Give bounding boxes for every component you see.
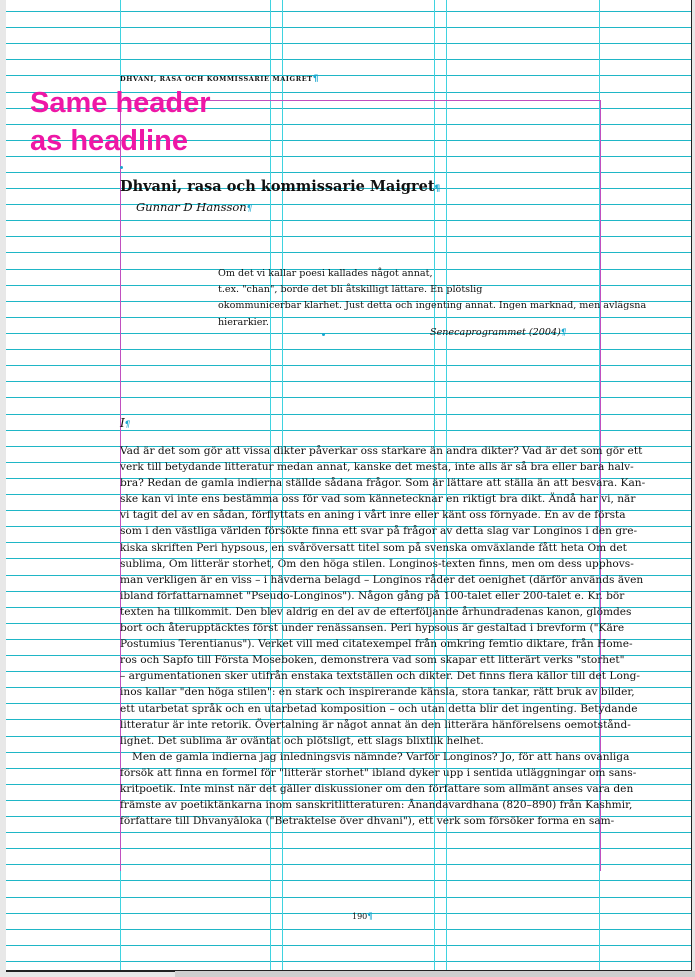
body-line: ibland författarnamnet "Pseudo-Longinos"). Någon gång på 100-talet eller 200-talet e. Kr. bör bbox=[120, 589, 625, 602]
body-line: vi tagit del av en sådan, förflyttats en aning i vårt inre eller känt oss förnyade. En av de första bbox=[120, 509, 626, 522]
body-line: som i den västliga världen försökte finna ett svar på frågor av detta slag var Longinos i den gre- bbox=[120, 525, 638, 538]
baseline-guide bbox=[6, 913, 691, 914]
baseline-guide bbox=[6, 11, 691, 12]
anchor-marker-icon bbox=[322, 333, 325, 336]
epigraph-line: t.ex. "chan", borde det bli åtskilligt lättare. En plötslig bbox=[218, 284, 483, 296]
body-line: lighet. Det sublima är oväntat och plötsligt, ett slags blixtlik helhet. bbox=[120, 734, 484, 747]
body-line: man verkligen är en viss – i hävderna belagd – Longinos råder det oenighet (därför används även bbox=[120, 573, 644, 586]
body-line: texten ha tillkommit. Den blev aldrig en del av de efterföljande århundradenas kanon, glömdes bbox=[120, 605, 632, 618]
body-line: kritpoetik. Inte minst när det gäller diskussioner om den författare som allmänt anses vara den bbox=[120, 782, 634, 795]
baseline-guide bbox=[6, 59, 691, 60]
body-line: verk till betydande litteratur medan annat, kanske det mesta, inte alls är så bra eller bara halv- bbox=[120, 461, 634, 474]
epigraph bbox=[218, 266, 647, 331]
pilcrow-icon: ¶ bbox=[560, 328, 567, 338]
baseline-guide bbox=[6, 897, 691, 898]
page-shadow bbox=[175, 971, 695, 977]
document-page bbox=[6, 0, 692, 972]
body-line: bra? Redan de gamla indierna ställde sådana frågor. Som är lättare att ställa än att besvara. Kan- bbox=[120, 477, 646, 490]
epigraph-line: okommunicerbar klarhet. Just detta och ingenting annat. Ingen marknad, men avlägsna bbox=[218, 300, 647, 312]
pilcrow-icon: ¶ bbox=[434, 184, 441, 194]
pilcrow-icon: ¶ bbox=[367, 912, 374, 922]
body-line: Men de gamla indierna jag inledningsvis nämnde? Varför Longinos? Jo, för att hans ovanliga bbox=[132, 750, 630, 763]
baseline-guide bbox=[6, 75, 691, 76]
pilcrow-icon: ¶ bbox=[246, 204, 253, 214]
body-line: sublima, Om litterär storhet, Om den höga stilen. Longinos-texten finns, men om dess upphovs- bbox=[120, 557, 634, 570]
baseline-guide bbox=[6, 27, 691, 28]
body-line: försök att finna en formel för "litterär storhet" ibland dyker upp i sentida utläggningar om sans- bbox=[120, 766, 637, 779]
annotation-overlay bbox=[30, 84, 211, 160]
annotation-line-2: as headline bbox=[30, 125, 188, 157]
pilcrow-icon: ¶ bbox=[312, 74, 320, 84]
article-author: Gunnar D Hansson¶ bbox=[136, 200, 253, 214]
body-text bbox=[120, 443, 646, 829]
body-line: Postumius Terentianus"). Verket vill med citatexempel från omkring femtio diktare, från Home- bbox=[120, 638, 633, 651]
epigraph-source: Senecaprogrammet (2004)¶ bbox=[430, 327, 567, 338]
section-number: I¶ bbox=[120, 416, 131, 430]
baseline-guide bbox=[6, 880, 691, 881]
baseline-guide bbox=[6, 43, 691, 44]
page-number: 190¶ bbox=[352, 912, 374, 922]
body-line: bort och återupptäcktes först under renässansen. Peri hypsous är gestaltad i brevform ("Käre bbox=[120, 622, 625, 635]
body-line: litteratur är inte retorik. Övertalning är något annat än den litterära hänförelsens oemotstånd- bbox=[120, 718, 631, 731]
body-line: inos kallar "den höga stilen": en stark och inspirerande känsla, stora tankar, rätt bruk av bilder, bbox=[120, 686, 635, 699]
anchor-marker-icon bbox=[120, 166, 123, 169]
pilcrow-icon: ¶ bbox=[124, 420, 131, 430]
body-line: ros och Sapfo till Första Moseboken, demonstrera vad som skapar ett litterärt verks "storhet" bbox=[120, 654, 625, 667]
body-line: ett utarbetat språk och en utarbetad komposition – och utan detta blir det ingenting. Betydande bbox=[120, 702, 638, 715]
epigraph-line: hierarkier. bbox=[218, 316, 269, 328]
body-line: ske kan vi inte ens bestämma oss för vad som kännetecknar en riktigt bra dikt. Ändå har vi, när bbox=[120, 493, 636, 506]
article-title: Dhvani, rasa och kommissarie Maigret¶ bbox=[120, 178, 441, 195]
annotation-line-1: Same header bbox=[30, 87, 211, 119]
baseline-guide bbox=[6, 945, 691, 946]
body-line: – argumentationen sker utifrån enstaka textställen och dikter. Det finns flera källor till det Long- bbox=[120, 670, 641, 683]
body-line: främste av poetiktänkarna inom sanskritlitteraturen: Ānandavardhana (820–890) från Kashmir, bbox=[120, 799, 633, 812]
baseline-guide bbox=[6, 961, 691, 962]
body-line: författare till Dhvanyāloka ("Betraktelse över dhvani"), ett verk som försöker forma en sam- bbox=[120, 815, 615, 828]
body-line: kiska skriften Peri hypsous, en svåröversatt titel som på svenska omväxlande fått heta Om det bbox=[120, 541, 627, 554]
running-head: DHVANI, RASA OCH KOMMISSARIE MAIGRET¶ bbox=[120, 74, 320, 84]
epigraph-line: Om det vi kallar poesi kallades något annat, bbox=[218, 268, 433, 279]
body-line: Vad är det som gör att vissa dikter påverkar oss starkare än andra dikter? Vad är det som gör ett bbox=[120, 445, 643, 457]
baseline-guide bbox=[6, 929, 691, 930]
